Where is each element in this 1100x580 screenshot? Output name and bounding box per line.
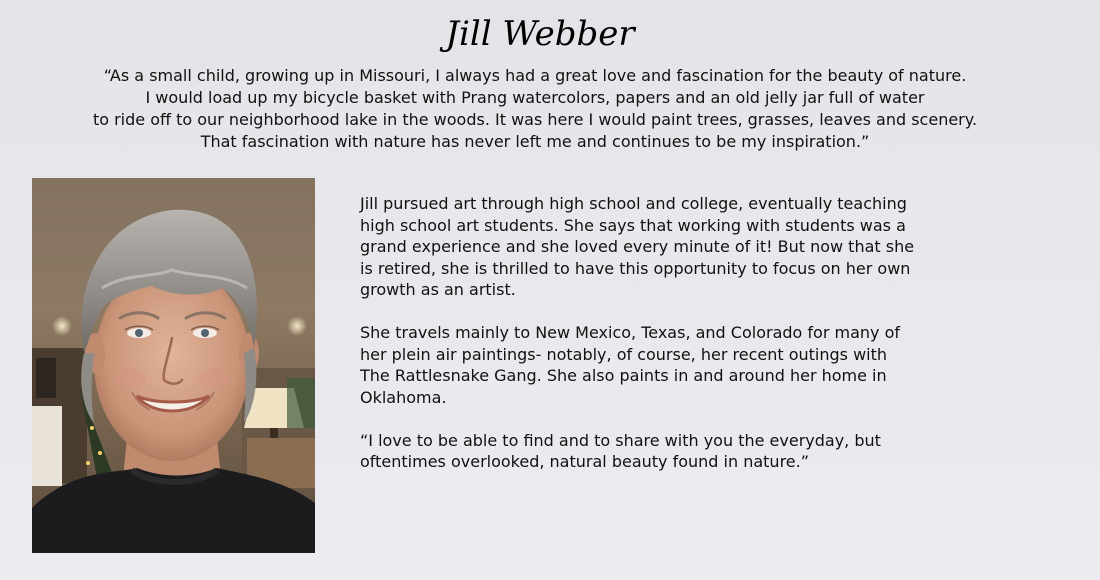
intro-quote-line: That fascination with nature has never left me and continues to be my inspiration.” [200,132,870,151]
artist-bio [360,193,1050,494]
artist-portrait-photo [32,178,315,553]
bio-line: is retired, she is thrilled to have this opportunity to focus on her own [360,258,911,278]
bio-line: growth as an artist. [360,280,516,299]
bio-line: her plein air paintings- notably, of course, her recent outings with [360,344,888,364]
intro-quote-line: I would load up my bicycle basket with Prang watercolors, papers and an old jelly jar full of water [145,88,925,107]
bio-line: The Rattlesnake Gang. She also paints in and around her home in [360,366,887,385]
intro-quote-line: “As a small child, growing up in Missouri, I always had a great love and fascination for the beauty of nature. [103,66,967,85]
bio-paragraph [360,322,1050,408]
bio-line: high school art students. She says that working with students was a [360,215,906,235]
bio-paragraph [360,193,1050,301]
bio-line: oftentimes overlooked, natural beauty found in nature.” [360,452,810,471]
bio-line: Oklahoma. [360,387,447,407]
bio-line: Jill pursued art through high school and college, eventually teaching [360,194,907,213]
bio-line: She travels mainly to New Mexico, Texas, and Colorado for many of [360,323,900,342]
bio-line: grand experience and she loved every minute of it! But now that she [360,237,915,256]
intro-quote [0,65,1070,153]
bio-quote [360,430,1050,473]
intro-quote-line: to ride off to our neighborhood lake in the woods. It was here I would paint trees, grasses, leaves and scenery. [92,110,978,129]
page-title: Jill Webber [445,14,635,54]
bio-line: “I love to be able to find and to share with you the everyday, but [360,430,881,450]
